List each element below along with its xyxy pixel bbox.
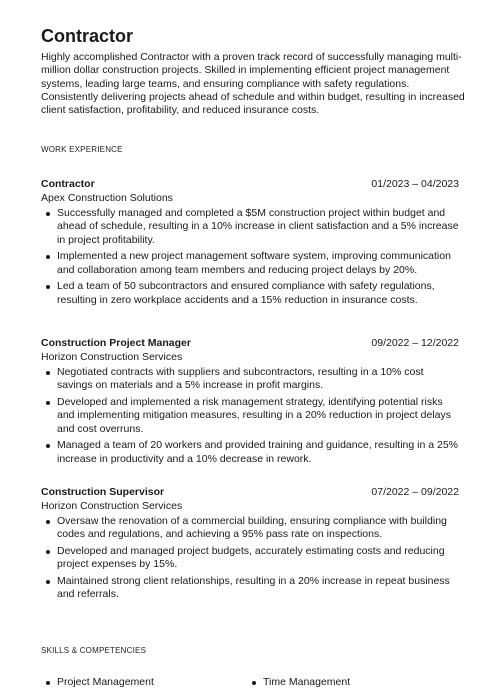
bullet-item: Oversaw the renovation of a commercial building, ensuring compliance with building codes and regulations, and achieving a 95% pass rate on inspections. <box>41 515 459 542</box>
resume-title: Contractor <box>41 26 134 46</box>
bullet-item: Developed and managed project budgets, accurately estimating costs and reducing project expenses by 15%. <box>41 545 459 572</box>
job-dates: 09/2022 – 12/2022 <box>371 337 459 349</box>
job-dates: 01/2023 – 04/2023 <box>371 178 459 190</box>
job-dates: 07/2022 – 09/2022 <box>371 486 459 498</box>
summary-paragraph: Highly accomplished Contractor with a proven track record of successfully managing multi-million dollar construction projects. Skilled in implementing efficient project management systems, leading large teams, and ensuring compliance with safety regulations. Consistently delivering projects ahead of schedule and within budget, resulting in increased client satisfaction, profitability, and reduced insurance costs. <box>41 51 465 117</box>
skills-heading: SKILLS & COMPETENCIES <box>41 646 147 655</box>
bullet-item: Managed a team of 20 workers and provided training and guidance, resulting in a 25% increase in productivity and a 10% decrease in rework. <box>41 439 459 466</box>
job-title: Construction Project Manager <box>41 337 191 349</box>
company-name: Horizon Construction Services <box>41 351 183 363</box>
company-name: Apex Construction Solutions <box>41 192 173 204</box>
skill-item: Project Management <box>41 676 154 688</box>
bullet-item: Maintained strong client relationships, resulting in a 20% increase in repeat business and referrals. <box>41 575 459 602</box>
job-title: Construction Supervisor <box>41 486 165 498</box>
company-name: Horizon Construction Services <box>41 500 183 512</box>
bullet-item: Developed and implemented a risk management strategy, identifying potential risks and implementing mitigation measures, resulting in a 20% reduction in project delays and cost overruns. <box>41 396 459 436</box>
bullet-item: Negotiated contracts with suppliers and subcontractors, resulting in a 10% cost savings on materials and a 5% increase in profit margins. <box>41 366 459 393</box>
bullet-item: Successfully managed and completed a $5M construction project within budget and ahead of schedule, resulting in a 10% increase in client satisfaction and a 5% increase in project profitability. <box>41 207 459 247</box>
job-entry <box>41 337 459 470</box>
work-experience-heading: WORK EXPERIENCE <box>41 145 123 154</box>
job-bullets <box>41 515 459 602</box>
bullet-item: Implemented a new project management software system, improving communication and collaboration among team members and reducing project delays by 20%. <box>41 250 459 277</box>
job-entry <box>41 178 459 311</box>
skill-item: Time Management <box>247 676 350 688</box>
job-bullets <box>41 207 459 307</box>
job-title: Contractor <box>41 178 95 190</box>
job-entry <box>41 486 459 605</box>
job-bullets <box>41 366 459 466</box>
bullet-item: Led a team of 50 subcontractors and ensured compliance with safety regulations, resulting in zero workplace accidents and a 15% reduction in insurance costs. <box>41 280 459 307</box>
